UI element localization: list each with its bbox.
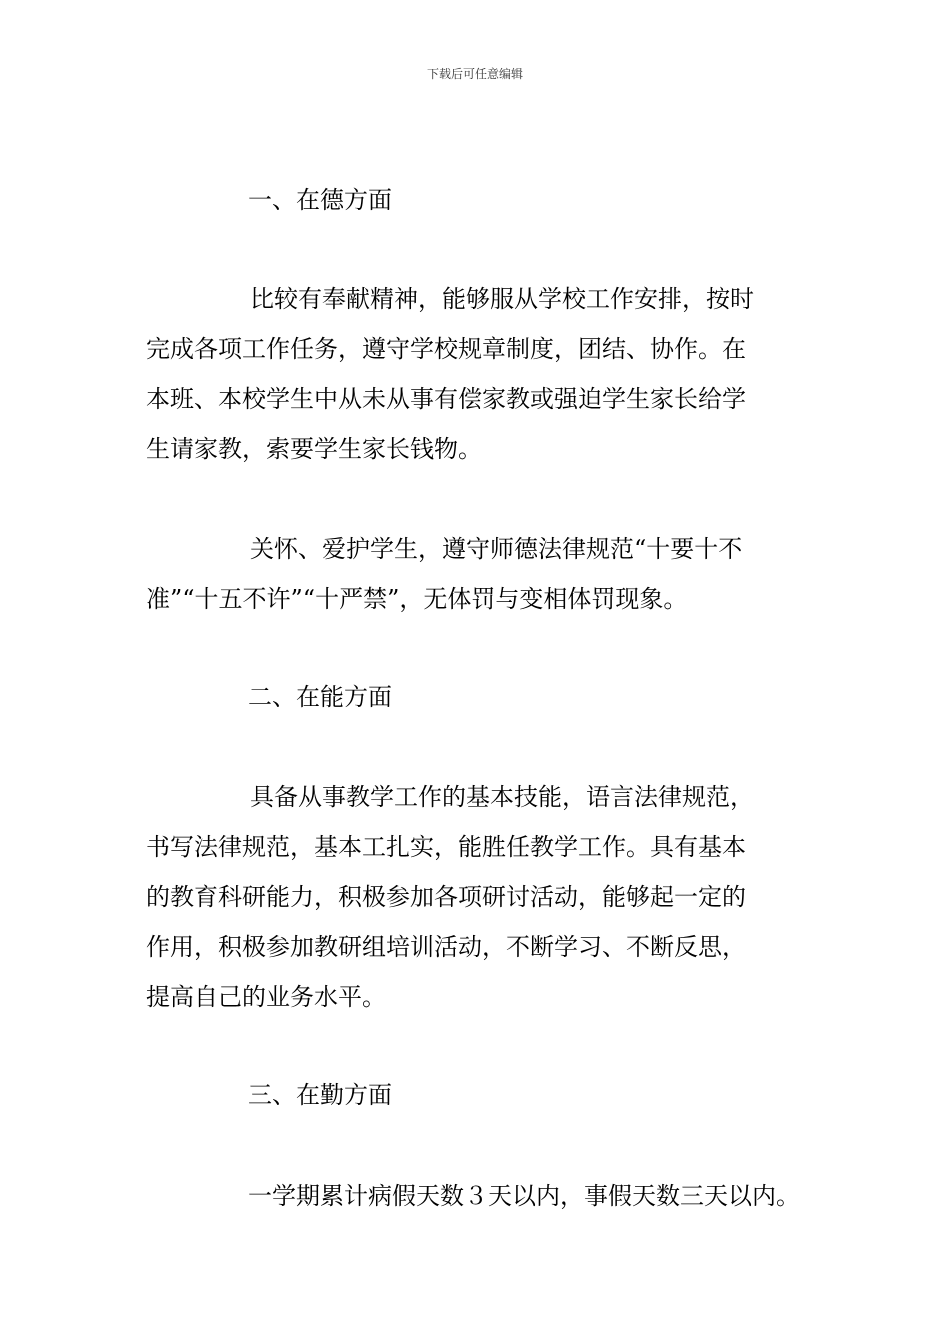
page-header: 下载后可任意编辑: [426, 67, 523, 81]
section-heading-diligence: 三、在勤方面: [248, 1081, 392, 1109]
paragraph-line: 本班、本校学生中从未从事有偿家教或强迫学生家长给学: [146, 385, 746, 413]
section-heading-ability: 二、在能方面: [248, 683, 392, 711]
paragraph-line: 作用，积极参加教研组培训活动，不断学习、不断反思，: [146, 933, 746, 961]
paragraph-ability: [146, 772, 810, 1022]
paragraph-line: 完成各项工作任务，遵守学校规章制度，团结、协作。在: [146, 335, 746, 363]
paragraph-virtue-care: [146, 524, 810, 624]
section-heading-virtue: 一、在德方面: [248, 186, 392, 214]
paragraph-line: 比较有奉献精神，能够服从学校工作安排，按时: [250, 285, 754, 313]
paragraph-line: 关怀、爱护学生，遵守师德法律规范“十要十不: [250, 535, 743, 563]
paragraph-line: 书写法律规范，基本工扎实，能胜任教学工作。具有基本: [146, 833, 746, 861]
paragraph-line: 具备从事教学工作的基本技能，语言法律规范，: [250, 783, 754, 811]
paragraph-line: 生请家教，索要学生家长钱物。: [146, 435, 482, 463]
paragraph-line: 提高自己的业务水平。: [146, 983, 386, 1011]
paragraph-diligence: 一学期累计病假天数３天以内，事假天数三天以内。: [248, 1182, 800, 1210]
paragraph-line: 的教育科研能力，积极参加各项研讨活动，能够起一定的: [146, 883, 746, 911]
paragraph-line: 准”“十五不许”“十严禁”，无体罚与变相体罚现象。: [146, 585, 688, 613]
paragraph-virtue-dedication: [146, 274, 810, 474]
